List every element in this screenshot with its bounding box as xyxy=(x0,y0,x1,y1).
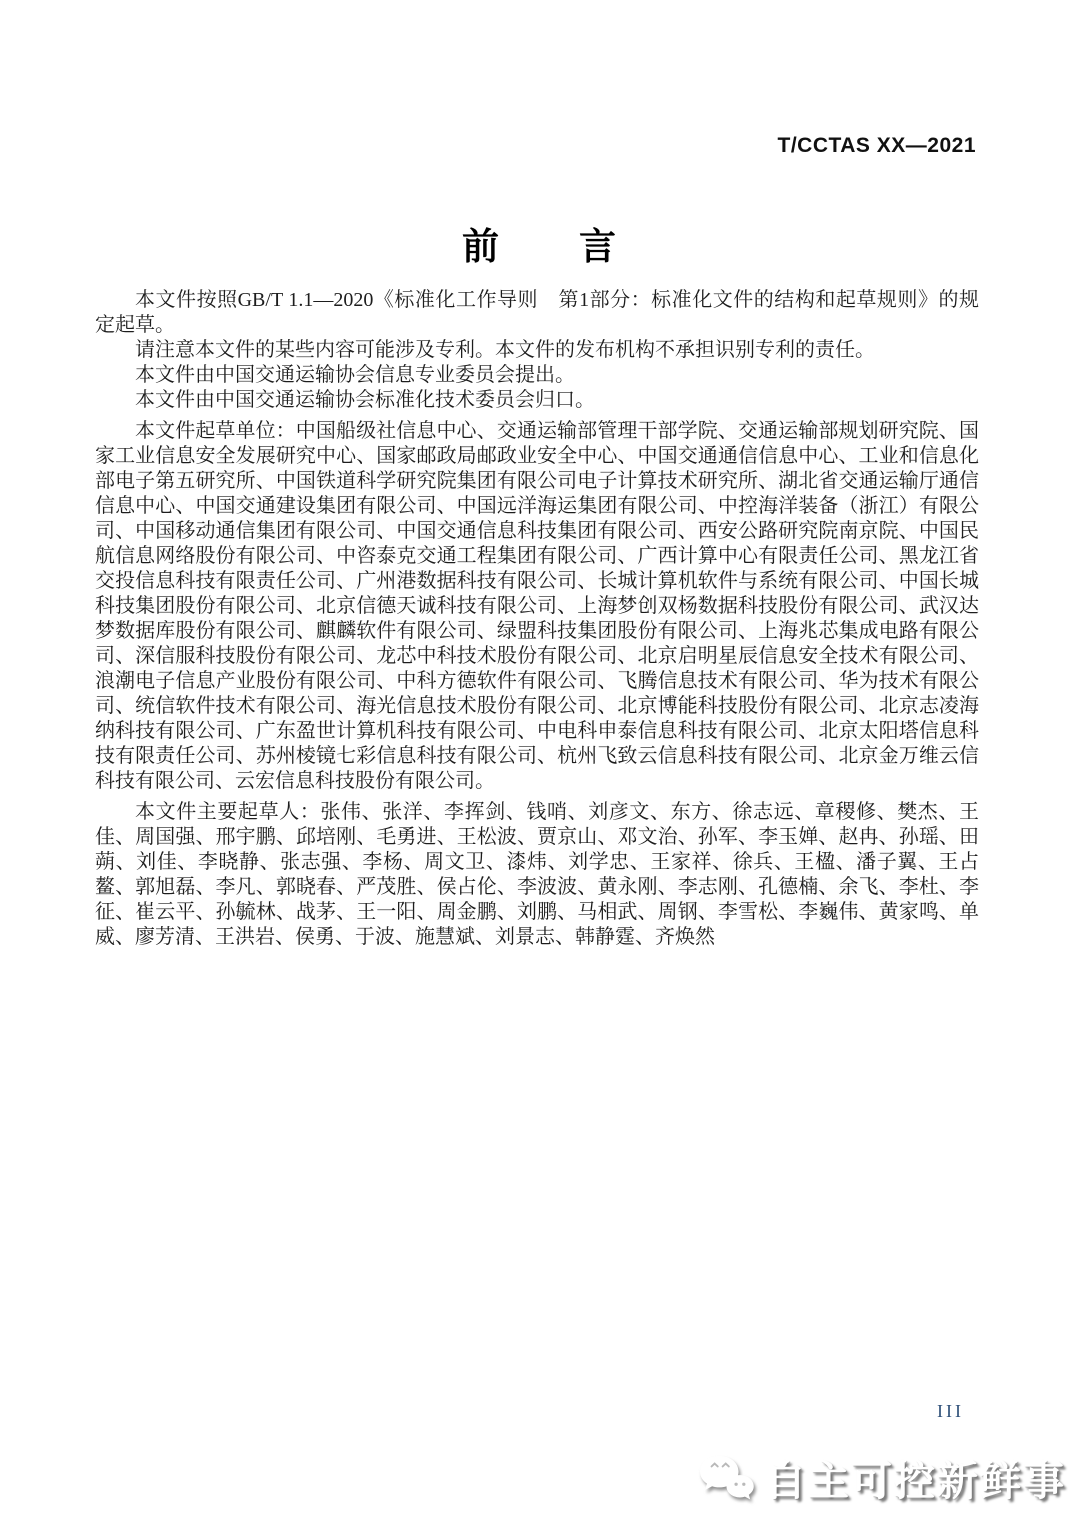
foreword-paragraph-patent-notice: 请注意本文件的某些内容可能涉及专利。本文件的发布机构不承担识别专利的责任。 xyxy=(135,339,875,361)
foreword-body xyxy=(95,288,979,950)
page-title: 前 言 xyxy=(462,226,618,267)
standard-code-header: T/CCTAS XX—2021 xyxy=(777,134,976,157)
foreword-paragraph-main-drafters: 本文件主要起草人：张伟、张洋、李挥剑、钱哨、刘彦文、东方、徐志远、章稷修、樊杰、王佳、周国强、邢宇鹏、邱培刚、毛勇进、王松波、贾京山、邓文治、孙军、李玉婵、赵冉、孙瑶、田蒴、刘佳、李晓静、张志强、李杨、周文卫、漆炜、刘学忠、王家祥、徐兵、王楹、潘子翼、王占鳌、郭旭磊、李凡、郭晓春、严茂胜、侯占伦、李波波、黄永刚、李志刚、孔德楠、余飞、李杜、李征、崔云平、孙毓林、战茅、王一阳、周金鹏、刘鹏、马相武、周钢、李雪松、李巍伟、黄家鸣、单威、廖芳清、王洪岩、侯勇、于波、施慧斌、刘景志、韩静霆、齐焕然 xyxy=(95,801,979,948)
foreword-paragraph-drafting-organizations: 本文件起草单位：中国船级社信息中心、交通运输部管理干部学院、交通运输部规划研究院、国家工业信息安全发展研究中心、国家邮政局邮政业安全中心、中国交通通信信息中心、工业和信息化部电子第五研究所、中国铁道科学研究院集团有限公司电子计算技术研究所、湖北省交通运输厅通信信息中心、中国交通建设集团有限公司、中国远洋海运集团有限公司、中控海洋装备（浙江）有限公司、中国移动通信集团有限公司、中国交通信息科技集团有限公司、西安公路研究院南京院、中国民航信息网络股份有限公司、中咨泰克交通工程集团有限公司、广西计算中心有限责任公司、黑龙江省交投信息科技有限责任公司、广州港数据科技有限公司、长城计算机软件与系统有限公司、中国长城科技集团股份有限公司、北京信德天诚科技有限公司、上海梦创双杨数据科技股份有限公司、武汉达梦数据库股份有限公司、麒麟软件有限公司、绿盟科技集团股份有限公司、上海兆芯集成电路有限公司、深信服科技股份有限公司、龙芯中科技术股份有限公司、北京启明星辰信息安全技术有限公司、浪潮电子信息产业股份有限公司、中科方德软件有限公司、飞腾信息技术有限公司、华为技术有限公司、统信软件技术有限公司、海光信息技术股份有限公司、北京博能科技股份有限公司、北京志凌海纳科技有限公司、广东盈世计算机科技有限公司、中电科申泰信息科技有限公司、北京太阳塔信息科技有限责任公司、苏州棱镜七彩信息科技有限公司、杭州飞致云信息科技有限公司、北京金万维云信科技有限公司、云宏信息科技股份有限公司。 xyxy=(95,420,979,792)
watermark-label: 自主可控新鲜事 xyxy=(765,1458,1066,1504)
foreword-paragraph-basis: 本文件按照GB/T 1.1—2020《标准化工作导则 第1部分：标准化文件的结构和起草规则》的规定起草。 xyxy=(95,289,979,336)
foreword-paragraph-managed-by: 本文件由中国交通运输协会标准化技术委员会归口。 xyxy=(135,389,595,411)
wechat-icon xyxy=(697,1452,755,1504)
watermark xyxy=(697,1448,1066,1507)
foreword-paragraph-proposed-by: 本文件由中国交通运输协会信息专业委员会提出。 xyxy=(135,364,575,386)
page-number: III xyxy=(937,1401,964,1421)
